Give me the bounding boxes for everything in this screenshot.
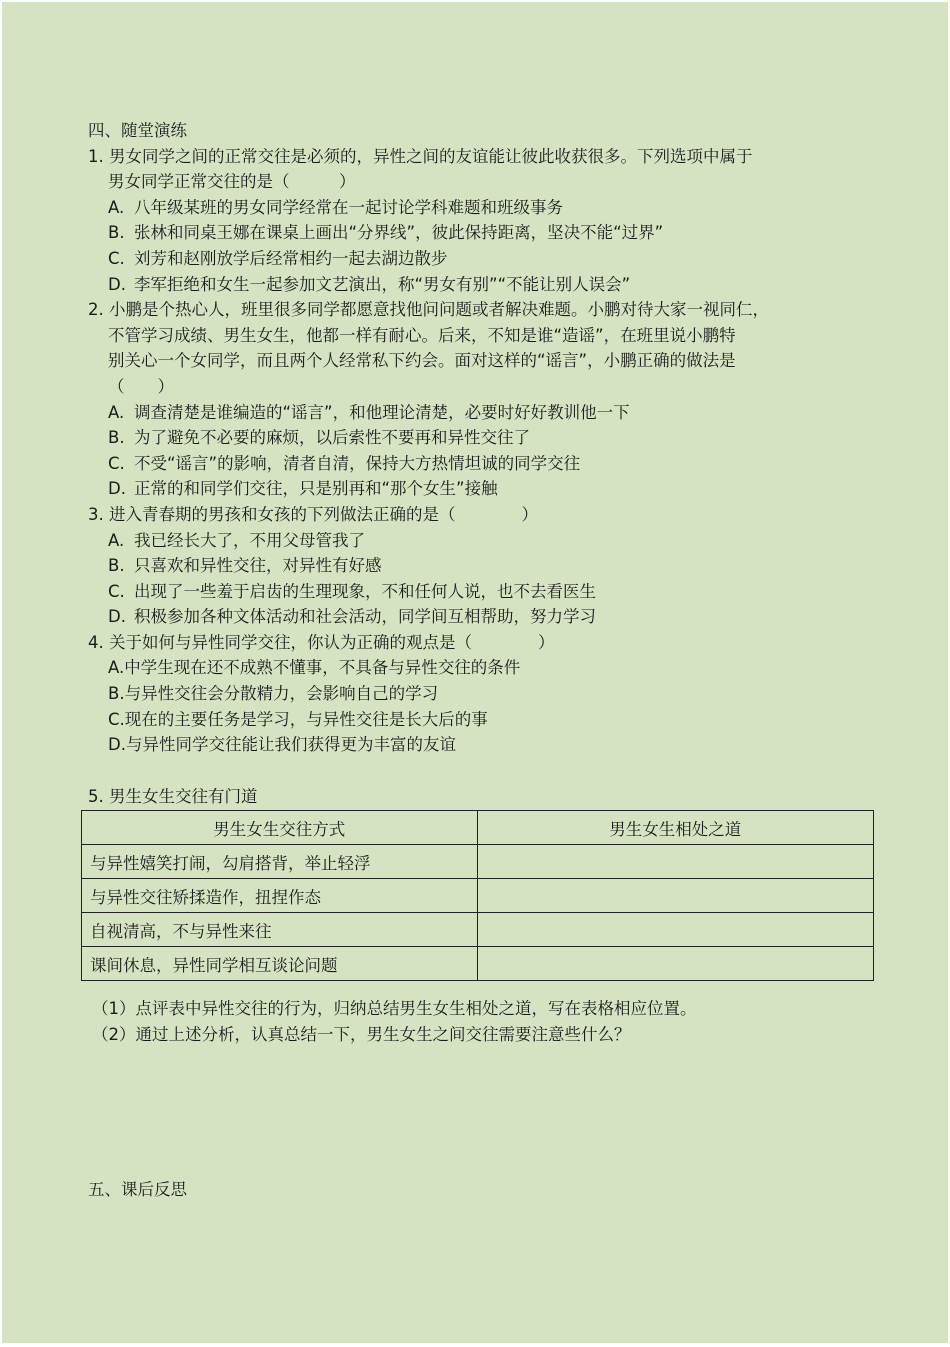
q1-option-b xyxy=(88,220,828,246)
table-row xyxy=(82,879,874,913)
option-letter: A. xyxy=(108,197,125,217)
section-4 xyxy=(88,118,828,758)
q1-option-d xyxy=(88,272,828,298)
q1-option-c xyxy=(88,246,828,272)
option-letter: C. xyxy=(108,453,125,473)
q2-line2: 不管学习成绩、男生女生，他都一样有耐心。后来，不知是谁“造谣”，在班里说小鹏特 xyxy=(108,325,736,345)
option-letter: B. xyxy=(108,556,125,576)
option-text: 为了避免不必要的麻烦，以后索性不要再和异性交往了 xyxy=(134,428,530,448)
table-row xyxy=(82,947,874,981)
q5-table xyxy=(81,810,874,981)
option-text: 八年级某班的男女同学经常在一起讨论学科难题和班级事务 xyxy=(134,197,563,217)
q4-option-c: C.现在的主要任务是学习，与异性交往是长大后的事 xyxy=(108,709,488,729)
table-header-row xyxy=(82,811,874,845)
table-cell-answer[interactable] xyxy=(477,947,874,981)
table-cell-answer[interactable] xyxy=(477,845,874,879)
q1-line1: 1. 男女同学之间的正常交往是必须的，异性之间的友谊能让彼此收获很多。下列选项中属于 xyxy=(88,146,753,166)
q5-title: 5. 男生女生交往有门道 xyxy=(88,787,258,806)
q5-sub1: （1）点评表中异性交往的行为，归纳总结男生女生相处之道，写在表格相应位置。 xyxy=(92,999,697,1018)
table-header-methods: 男生女生交往方式 xyxy=(82,811,478,845)
q4-line1: 4. 关于如何与异性同学交往，你认为正确的观点是（ ） xyxy=(88,632,555,652)
table-cell-method: 与异性嬉笑打闹，勾肩搭背，举止轻浮 xyxy=(82,845,478,879)
option-letter: A. xyxy=(108,402,125,422)
section-4-title: 四、随堂演练 xyxy=(88,121,187,140)
q2-option-a xyxy=(88,400,828,426)
q2-option-d xyxy=(88,476,828,502)
option-text: 不受“谣言”的影响，清者自清，保持大方热情坦诚的同学交往 xyxy=(134,453,581,473)
worksheet-page xyxy=(2,2,948,1343)
option-text: 正常的和同学们交往，只是别再和“那个女生”接触 xyxy=(134,479,498,499)
q3-line1: 3. 进入青春期的男孩和女孩的下列做法正确的是（ ） xyxy=(88,504,538,524)
option-text: 调查清楚是谁编造的“谣言”，和他理论清楚，必要时好好教训他一下 xyxy=(134,402,630,422)
option-letter: D. xyxy=(108,274,126,294)
q5-sub2: （2）通过上述分析，认真总结一下，男生女生之间交往需要注意些什么？ xyxy=(92,1025,631,1044)
option-letter: C. xyxy=(108,248,125,268)
option-text: 刘芳和赵刚放学后经常相约一起去湖边散步 xyxy=(134,248,448,268)
q1-line2: 男女同学正常交往的是（ ） xyxy=(108,172,356,192)
q3-option-b xyxy=(88,553,828,579)
q4-option-a: A.中学生现在还不成熟不懂事，不具备与异性交往的条件 xyxy=(108,658,521,678)
option-text: 积极参加各种文体活动和社会活动，同学间互相帮助，努力学习 xyxy=(134,607,596,627)
q2-line4: （ ） xyxy=(108,376,174,396)
table-cell-method: 课间休息，异性同学相互谈论问题 xyxy=(82,947,478,981)
table-header-principles: 男生女生相处之道 xyxy=(477,811,874,845)
table-cell-answer[interactable] xyxy=(477,879,874,913)
table-row xyxy=(82,913,874,947)
option-text: 张林和同桌王娜在课桌上画出“分界线”，彼此保持距离，坚决不能“过界” xyxy=(134,223,664,243)
q3-option-d xyxy=(88,604,828,630)
option-letter: A. xyxy=(108,530,125,550)
table-cell-method: 与异性交往矫揉造作，扭捏作态 xyxy=(82,879,478,913)
option-text: 出现了一些羞于启齿的生理现象，不和任何人说，也不去看医生 xyxy=(134,581,596,601)
q1-option-a xyxy=(88,195,828,221)
q2-line1: 2. 小鹏是个热心人，班里很多同学都愿意找他问问题或者解决难题。小鹏对待大家一视同仁， xyxy=(88,300,769,320)
q3-option-a xyxy=(88,528,828,554)
q2-option-b xyxy=(88,425,828,451)
option-letter: B. xyxy=(108,223,125,243)
q3-option-c xyxy=(88,579,828,605)
section-5-title: 五、课后反思 xyxy=(88,1180,187,1199)
table-cell-method: 自视清高，不与异性来往 xyxy=(82,913,478,947)
option-letter: B. xyxy=(108,428,125,448)
q4-option-d: D.与异性同学交往能让我们获得更为丰富的友谊 xyxy=(108,735,456,755)
table-cell-answer[interactable] xyxy=(477,913,874,947)
option-letter: D. xyxy=(108,607,126,627)
option-letter: C. xyxy=(108,581,125,601)
table-row xyxy=(82,845,874,879)
q2-line3: 别关心一个女同学，而且两个人经常私下约会。面对这样的“谣言”，小鹏正确的做法是 xyxy=(108,351,736,371)
option-text: 只喜欢和异性交往，对异性有好感 xyxy=(134,556,382,576)
q2-option-c xyxy=(88,451,828,477)
option-text: 我已经长大了，不用父母管我了 xyxy=(134,530,365,550)
q4-option-b: B.与异性交往会分散精力，会影响自己的学习 xyxy=(108,684,439,704)
q5-title-wrap xyxy=(88,784,828,810)
option-text: 李军拒绝和女生一起参加文艺演出，称“男女有别”“不能让别人误会” xyxy=(134,274,631,294)
option-letter: D. xyxy=(108,479,126,499)
